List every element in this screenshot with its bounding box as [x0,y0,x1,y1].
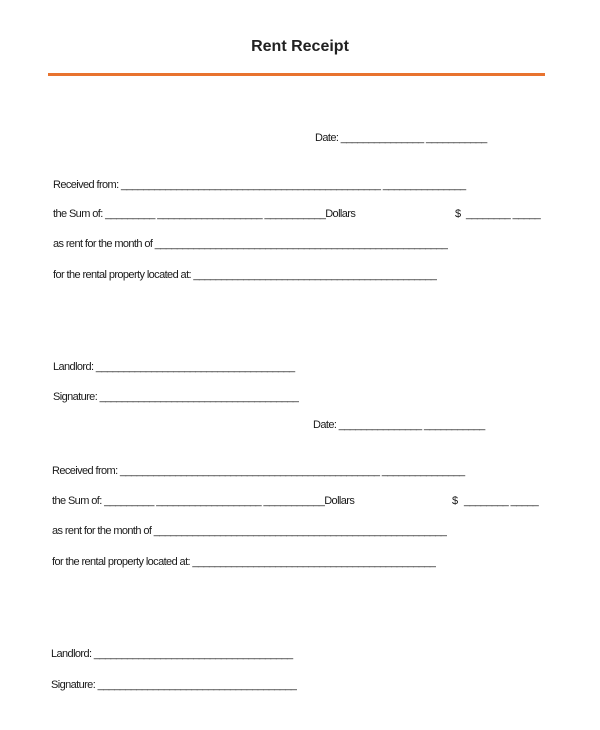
document-title: Rent Receipt [251,38,349,55]
rent-month-field[interactable]: as rent for the month of _____________________________________________________ [53,238,448,250]
property-location-field[interactable]: for the rental property located at: ____________________________________________ [52,556,436,568]
rent-month-field[interactable]: as rent for the month of _____________________________________________________ [52,525,447,537]
landlord-field[interactable]: Landlord: ____________________________________ [53,361,295,373]
signature-field[interactable]: Signature: ____________________________________ [51,679,297,691]
dollar-sign: $ [452,495,459,507]
received-from-field[interactable]: Received from: _______________________________________________ _______________ [53,179,466,191]
date-field[interactable]: Date: _______________ ___________ [313,419,485,431]
dollar-amount-field[interactable]: ________ _____ [466,208,541,220]
received-from-field[interactable]: Received from: _______________________________________________ _______________ [52,465,465,477]
sum-field[interactable]: the Sum of: _________ ___________________ ___________Dollars [53,208,356,220]
title-divider [48,73,545,76]
sum-field[interactable]: the Sum of: _________ ___________________ ___________Dollars [52,495,355,507]
dollar-amount-field[interactable]: ________ _____ [464,495,539,507]
landlord-field[interactable]: Landlord: ____________________________________ [51,648,293,660]
property-location-field[interactable]: for the rental property located at: ____________________________________________ [53,269,437,281]
date-field[interactable]: Date: _______________ ___________ [315,132,487,144]
signature-field[interactable]: Signature: ____________________________________ [53,391,299,403]
dollar-sign: $ [455,208,462,220]
